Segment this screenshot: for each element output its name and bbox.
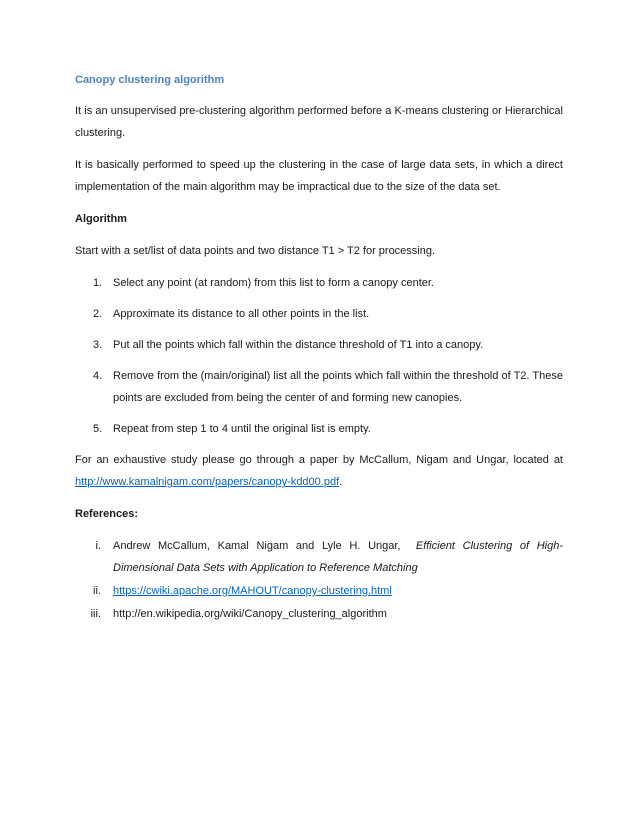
list-item: [75, 272, 563, 294]
intro-paragraph-2: It is basically performed to speed up the clustering in the case of large data sets, in which a direct implementation of the main algorithm may be impractical due to the size of the data set.: [75, 159, 563, 193]
step-number: 5.: [93, 423, 103, 435]
list-item: [75, 535, 563, 579]
study-paragraph: [75, 449, 563, 493]
references-heading: References:: [75, 508, 138, 520]
reference-text: http://en.wikipedia.org/wiki/Canopy_clustering_algorithm: [113, 608, 387, 620]
paper-link[interactable]: http://www.kamalnigam.com/papers/canopy-kdd00.pdf: [75, 476, 340, 488]
reference-title: Efficient Clustering of High-Dimensional Data Sets with Application to Reference Matching: [113, 540, 564, 574]
algorithm-heading: Algorithm: [75, 213, 127, 225]
list-item: [75, 365, 563, 409]
step-text: Repeat from step 1 to 4 until the original list is empty.: [113, 423, 371, 435]
step-text: Remove from the (main/original) list all the points which fall within the threshold of T2. These points are excluded from being the center of and forming new canopies.: [113, 370, 563, 404]
reference-number: iii.: [90, 608, 101, 620]
step-number: 3.: [93, 339, 103, 351]
intro-paragraph-1: It is an unsupervised pre-clustering algorithm performed before a K-means clustering or Hierarchical clustering.: [75, 105, 563, 139]
step-text: Put all the points which fall within the distance threshold of T1 into a canopy.: [113, 339, 484, 351]
reference-number: ii.: [93, 585, 101, 597]
list-item: [75, 580, 563, 602]
references-list: [75, 535, 563, 625]
document-page: [75, 72, 563, 626]
reference-authors: Andrew McCallum, Kamal Nigam and Lyle H. Ungar,: [113, 540, 401, 552]
list-item: [75, 334, 563, 356]
reference-number: i.: [95, 540, 101, 552]
list-item: [75, 603, 563, 625]
step-number: 4.: [93, 370, 103, 382]
algorithm-steps: [75, 272, 563, 440]
step-number: 2.: [93, 308, 103, 320]
algorithm-intro: Start with a set/list of data points and two distance T1 > T2 for processing.: [75, 245, 436, 257]
step-number: 1.: [93, 277, 103, 289]
step-text: Select any point (at random) from this list to form a canopy center.: [113, 277, 434, 289]
list-item: [75, 303, 563, 325]
study-period: .: [339, 476, 343, 488]
step-text: Approximate its distance to all other points in the list.: [113, 308, 370, 320]
page-title: Canopy clustering algorithm: [75, 74, 225, 86]
study-text: For an exhaustive study please go through a paper by McCallum, Nigam and Ungar, located at: [75, 454, 563, 466]
list-item: [75, 418, 563, 440]
reference-link[interactable]: https://cwiki.apache.org/MAHOUT/canopy-clustering.html: [113, 585, 392, 597]
